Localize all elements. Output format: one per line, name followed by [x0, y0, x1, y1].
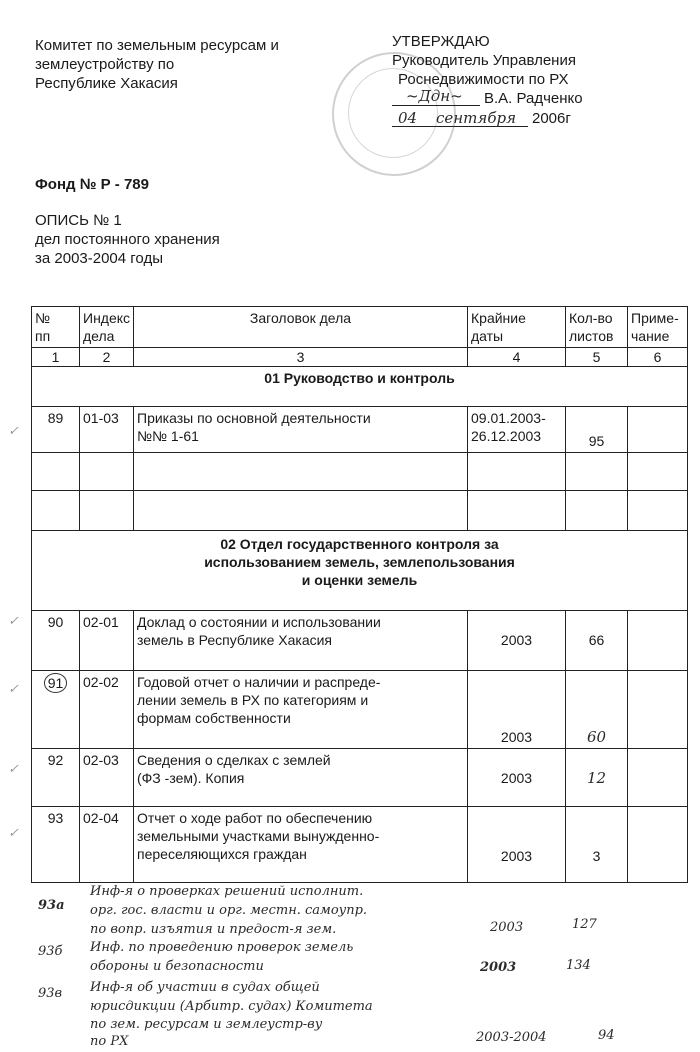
- column-number: 1: [32, 348, 80, 367]
- header-num: № пп: [32, 307, 80, 348]
- organization-line-2: землеустройству по: [35, 56, 175, 73]
- approval-date-line: [392, 109, 692, 129]
- row-note: [628, 749, 688, 807]
- header-dates: Крайние даты: [468, 307, 566, 348]
- row-note: [628, 807, 688, 883]
- entry-text: юрисдикции (Арбитр. судах) Комитета: [90, 999, 373, 1014]
- row-index: 02-03: [80, 749, 134, 807]
- entry-text: Инф. по проведению проверок земель: [90, 940, 354, 955]
- approval-month: сентября: [436, 109, 517, 127]
- row-dates: 09.01.2003- 26.12.2003: [468, 407, 566, 453]
- row-note: [628, 671, 688, 749]
- row-dates: 2003: [468, 611, 566, 671]
- row-count: 66: [566, 611, 628, 671]
- approval-signature-line: [392, 89, 692, 109]
- check-mark-icon: ✓: [8, 682, 19, 697]
- row-count: 60: [566, 671, 628, 749]
- approval-position-1: Руководитель Управления: [392, 52, 576, 69]
- section-row: [32, 367, 688, 407]
- entry-number: 93в: [38, 986, 63, 1001]
- row-dates: 2003: [468, 807, 566, 883]
- table-row: [32, 671, 688, 749]
- row-num: 90: [32, 611, 80, 671]
- entry-count: 94: [598, 1028, 615, 1043]
- entry-year: 2003-2004: [476, 1030, 547, 1045]
- signature-underline: [392, 105, 480, 106]
- row-num: 93: [32, 807, 80, 883]
- row-count: 3: [566, 807, 628, 883]
- row-note: [628, 611, 688, 671]
- row-title: Приказы по основной деятельности №№ 1-61: [134, 407, 468, 453]
- header-title: Заголовок дела: [134, 307, 468, 348]
- column-number-row: [32, 348, 688, 367]
- entry-count: 127: [572, 917, 597, 932]
- approval-block: [392, 32, 692, 129]
- table-row: [32, 807, 688, 883]
- header-note: Приме- чание: [628, 307, 688, 348]
- row-index: 01-03: [80, 407, 134, 453]
- section-title-1: 01 Руководство и контроль: [32, 367, 688, 407]
- entry-text: по зем. ресурсам и землеустр-ву: [90, 1017, 323, 1032]
- row-title: Отчет о ходе работ по обеспечению земельными участками вынужденно- переселяющихся граждан: [134, 807, 468, 883]
- row-title: Годовой отчет о наличии и распреде- лении земель в РХ по категориям и формам собственности: [134, 671, 468, 749]
- entry-number: 93б: [38, 944, 63, 959]
- table-row: [32, 749, 688, 807]
- entry-number: 93а: [38, 898, 65, 913]
- empty-row: [32, 453, 688, 491]
- column-number: 3: [134, 348, 468, 367]
- entry-count: 134: [566, 958, 591, 973]
- row-count: 12: [566, 749, 628, 807]
- entry-text: обороны и безопасности: [90, 959, 264, 974]
- inventory-period: за 2003-2004 годы: [35, 250, 163, 267]
- header-count: Кол-во листов: [566, 307, 628, 348]
- approval-title: УТВЕРЖДАЮ: [392, 33, 490, 50]
- empty-row: [32, 491, 688, 531]
- inventory-subtitle: дел постоянного хранения: [35, 231, 220, 248]
- header-index: Индекс дела: [80, 307, 134, 348]
- entry-text: Инф-я о проверках решений исполнит.: [90, 884, 364, 899]
- row-dates: 2003: [468, 749, 566, 807]
- section-row: [32, 531, 688, 611]
- entry-year: 2003: [490, 920, 524, 935]
- inventory-table: [31, 306, 688, 883]
- check-mark-icon: ✓: [8, 826, 19, 841]
- section-title-2: 02 Отдел государственного контроля за использованием земель, землепользования и оценки земель: [32, 531, 688, 611]
- row-title: Доклад о состоянии и использовании земель в Республике Хакасия: [134, 611, 468, 671]
- approval-date-underline: [392, 126, 528, 127]
- fund-number: Фонд № Р - 789: [35, 176, 149, 193]
- inventory-title: ОПИСЬ № 1: [35, 212, 122, 229]
- table-header-row: [32, 307, 688, 348]
- column-number: 5: [566, 348, 628, 367]
- approval-year: 2006г: [532, 110, 571, 127]
- approver-name: В.А. Радченко: [484, 90, 583, 107]
- entry-text: по РХ: [90, 1034, 129, 1049]
- entry-text: орг. гос. власти и орг. местн. самоупр.: [90, 903, 368, 918]
- row-title: Сведения о сделках с землей (ФЗ -зем). Копия: [134, 749, 468, 807]
- approval-position-2: Роснедвижимости по РХ: [398, 71, 569, 88]
- entry-year: 2003: [480, 960, 517, 975]
- organization-block: [35, 36, 279, 93]
- row-num: 91: [32, 671, 80, 749]
- inventory-block: [35, 211, 220, 268]
- row-note: [628, 407, 688, 453]
- approval-day: 04: [398, 109, 418, 127]
- organization-line-1: Комитет по земельным ресурсам и: [35, 37, 279, 54]
- check-mark-icon: ✓: [8, 424, 19, 439]
- table-row: [32, 611, 688, 671]
- organization-line-3: Республике Хакасия: [35, 75, 178, 92]
- check-mark-icon: ✓: [8, 614, 19, 629]
- row-index: 02-01: [80, 611, 134, 671]
- row-num: 89: [32, 407, 80, 453]
- row-index: 02-02: [80, 671, 134, 749]
- table-row: [32, 407, 688, 453]
- row-count: 95: [566, 407, 628, 453]
- row-index: 02-04: [80, 807, 134, 883]
- column-number: 6: [628, 348, 688, 367]
- row-num: 92: [32, 749, 80, 807]
- column-number: 2: [80, 348, 134, 367]
- entry-text: по вопр. изъятия и предост-я зем.: [90, 922, 337, 937]
- signature: ~Ддн~: [406, 87, 463, 105]
- column-number: 4: [468, 348, 566, 367]
- entry-text: Инф-я об участии в судах общей: [90, 980, 320, 995]
- row-dates: 2003: [468, 671, 566, 749]
- check-mark-icon: ✓: [8, 762, 19, 777]
